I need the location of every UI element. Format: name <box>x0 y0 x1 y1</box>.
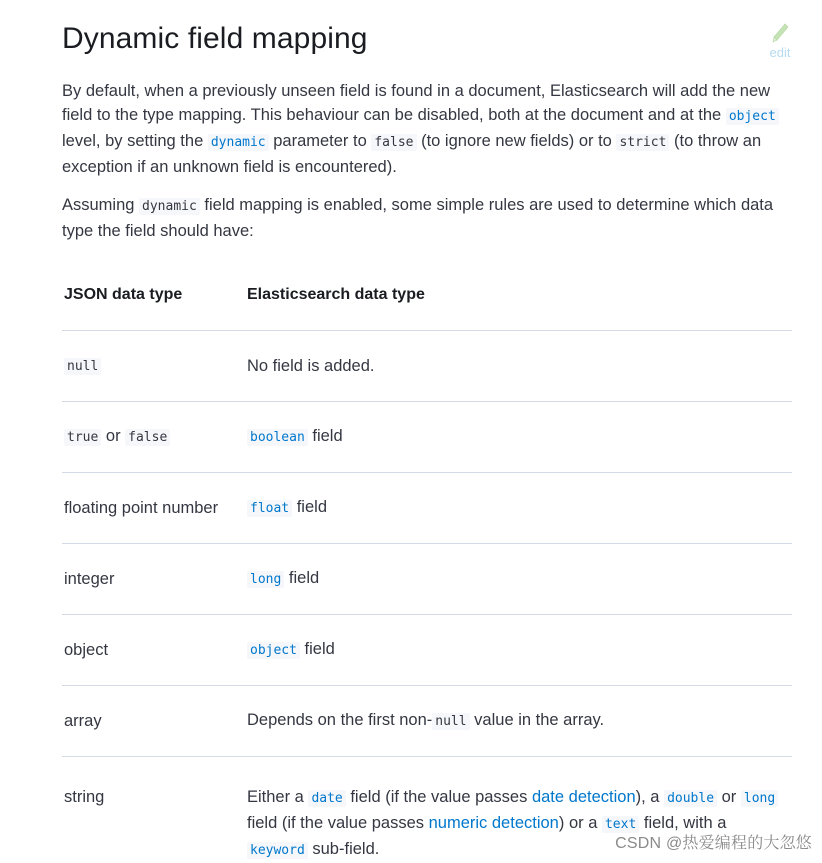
or-text: or <box>101 427 125 445</box>
date-detection-link[interactable]: date detection <box>532 788 636 806</box>
false-code: false <box>125 429 170 446</box>
table-row <box>62 686 792 757</box>
text-code-link[interactable]: text <box>602 816 639 833</box>
intro-text-2: level, by setting the <box>62 132 208 150</box>
string-text-8: sub-field. <box>308 840 380 858</box>
table-header-row <box>62 260 792 331</box>
es-type-cell <box>245 615 792 686</box>
json-type-cell: floating point number <box>62 473 245 544</box>
object-code-link[interactable]: object <box>247 642 300 659</box>
string-text-1: Either a <box>247 788 308 806</box>
intro-text-3: parameter to <box>269 132 372 150</box>
numeric-detection-link[interactable]: numeric detection <box>429 814 559 832</box>
assume-text-1: Assuming <box>62 196 139 214</box>
intro-paragraph <box>62 79 792 179</box>
keyword-code-link[interactable]: keyword <box>247 842 308 859</box>
intro-text-4: (to ignore new fields) or to <box>417 132 617 150</box>
string-text-6: ) or a <box>559 814 602 832</box>
intro-text-5: (to throw an exception if an unknown field is encountered). <box>62 132 761 176</box>
float-code-link[interactable]: float <box>247 500 292 517</box>
dynamic-code: dynamic <box>139 198 200 215</box>
null-code: null <box>64 358 101 375</box>
boolean-code-link[interactable]: boolean <box>247 429 308 446</box>
dynamic-code-link[interactable]: dynamic <box>208 134 269 151</box>
table-row <box>62 402 792 473</box>
double-code-link[interactable]: double <box>664 790 717 807</box>
json-type-cell: object <box>62 615 245 686</box>
field-text: field <box>308 427 343 445</box>
es-type-cell: No field is added. <box>245 331 792 402</box>
table-row <box>62 615 792 686</box>
table-row <box>62 331 792 402</box>
json-type-cell: array <box>62 686 245 757</box>
intro-text-1: By default, when a previously unseen field is found in a document, Elasticsearch will add the new field to the type mapping. This behaviour can be disabled, both at the document and at the <box>62 82 770 124</box>
edit-label[interactable]: edit <box>762 46 798 60</box>
es-type-cell <box>245 402 792 473</box>
json-type-cell <box>62 331 245 402</box>
table-row <box>62 544 792 615</box>
assume-text-2: field mapping is enabled, some simple rules are used to determine which data type the field should have: <box>62 196 773 240</box>
es-type-cell <box>245 544 792 615</box>
long-code-link[interactable]: long <box>741 790 778 807</box>
date-code-link[interactable]: date <box>308 790 345 807</box>
array-text-2: value in the array. <box>470 711 605 729</box>
true-code: true <box>64 429 101 446</box>
json-type-cell: integer <box>62 544 245 615</box>
string-text-2: field (if the value passes <box>346 788 532 806</box>
es-type-cell <box>245 473 792 544</box>
pencil-icon <box>770 22 790 46</box>
long-code-link[interactable]: long <box>247 571 284 588</box>
string-text-5: field (if the value passes <box>247 814 429 832</box>
mapping-table <box>62 260 792 863</box>
string-text-3: ), a <box>636 788 664 806</box>
es-type-cell <box>245 686 792 757</box>
field-text: field <box>300 640 335 658</box>
json-type-cell: string <box>62 757 245 863</box>
array-text-1: Depends on the first non- <box>247 711 432 729</box>
table-row <box>62 473 792 544</box>
field-text: field <box>284 569 319 587</box>
string-text-4: or <box>717 788 741 806</box>
header-json-type: JSON data type <box>62 260 245 331</box>
json-type-cell <box>62 402 245 473</box>
edit-link[interactable] <box>762 22 798 60</box>
header-es-type: Elasticsearch data type <box>245 260 792 331</box>
false-code: false <box>371 134 416 151</box>
strict-code: strict <box>616 134 669 151</box>
assume-paragraph <box>62 193 792 243</box>
object-code-link[interactable]: object <box>726 108 779 125</box>
field-text: field <box>292 498 327 516</box>
csdn-watermark: CSDN @热爱编程的大忽悠 <box>615 830 812 853</box>
string-text-7: field, with a <box>639 814 726 832</box>
page-title: Dynamic field mapping <box>62 22 368 56</box>
null-code: null <box>432 713 469 730</box>
